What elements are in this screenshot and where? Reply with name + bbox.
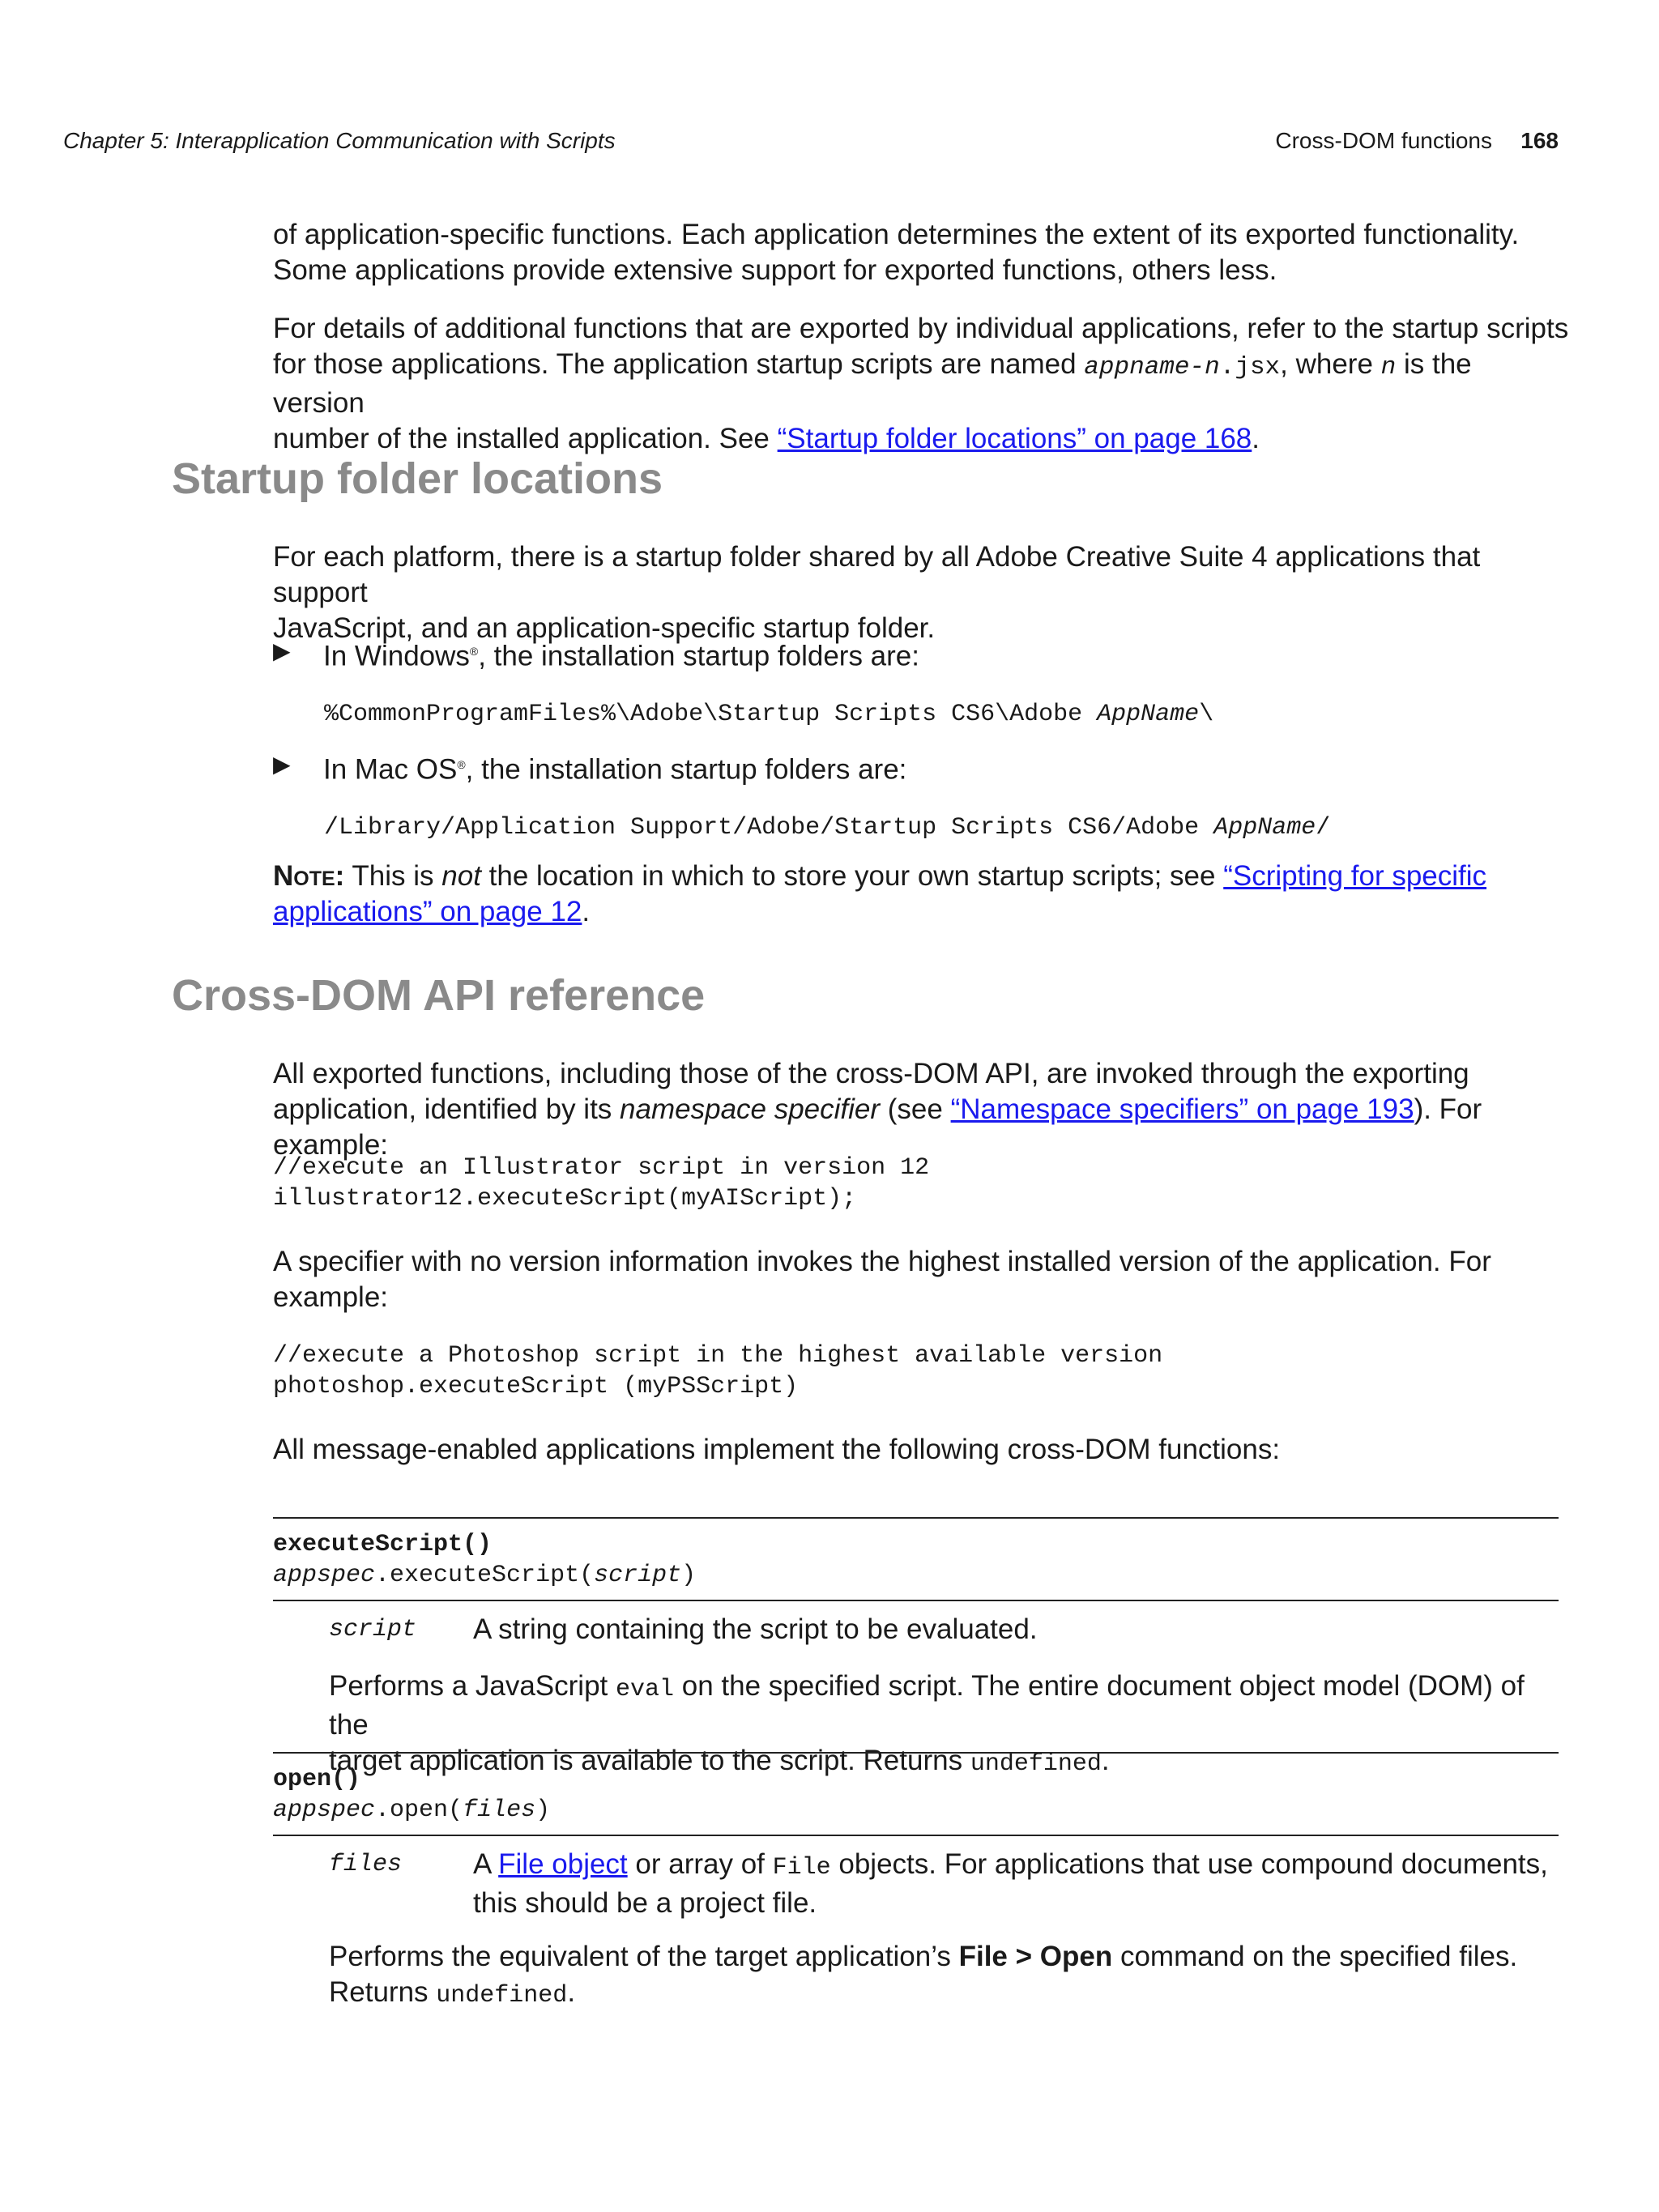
text-run: objects. For applications that use compound documents, [830,1848,1548,1880]
menu-command: File > Open [958,1941,1113,1972]
intro-paragraph-2 [273,311,1569,457]
text-run: application, identified by its [273,1093,621,1125]
text-run: Performs a JavaScript [329,1670,616,1702]
emphasis: namespace specifier [620,1093,881,1125]
text-run: . [1101,1745,1110,1776]
param-files-description [473,1847,1559,1921]
text-line [329,1939,1560,1975]
appname-placeholder: AppName [1213,814,1316,842]
text-line: For each platform, there is a startup folder shared by all Adobe Creative Suite 4 applications that support [273,541,1481,608]
sig-appspec: appspec [273,1562,376,1589]
text-line [329,1743,1560,1782]
text-run: , the installation startup folders are: [478,640,919,672]
note-paragraph [273,859,1569,930]
text-run: . [1252,423,1260,454]
text-run: target application is available to the script. Returns [329,1745,970,1776]
emphasis: not [441,860,481,892]
text-line: this should be a project file. [473,1887,817,1919]
text-run: on the specified script. The entire document object model (DOM) of the [329,1670,1525,1741]
link-scripting-for-specific-applications-cont[interactable]: applications” on page 12 [273,896,582,927]
text-line: A specifier with no version information invokes the highest installed version of the application. For [273,1246,1491,1277]
text-run: Returns [329,1976,437,2008]
code-appname: appname-n [1084,353,1220,381]
text-line [273,421,1569,457]
code-example-1-line-1: //execute an Illustrator script in version 12 [273,1154,930,1182]
text-line [473,1847,1559,1886]
intro-paragraph-1 [273,217,1569,288]
text-run: the location in which to store your own startup scripts; see [480,860,1224,892]
text-run: . [582,896,591,927]
sig-param: files [463,1796,536,1824]
code-eval: eval [616,1676,675,1703]
mac-path [324,812,1330,844]
rule [273,1517,1559,1519]
text-run: , where [1280,348,1381,380]
crossdom-paragraph-3: All message-enabled applications implement the following cross-DOM functions: [273,1434,1281,1465]
sig-text: .open( [375,1796,463,1824]
sig-text: ) [681,1562,697,1589]
text-run: This is [344,860,442,892]
bullet-arrow-icon: ▶ [273,638,291,663]
code-file: File [772,1854,831,1882]
text-run: %CommonProgramFiles%\Adobe\Startup Scripts CS6\Adobe [324,701,1098,728]
text-line [329,1975,1560,2014]
text-run: , the installation startup folders are: [465,753,907,786]
rule [273,1835,1559,1836]
heading-cross-dom-api-reference: Cross-DOM API reference [172,971,706,1020]
text-line [273,859,1569,894]
rule [273,1600,1559,1601]
text-line [273,894,1569,930]
sig-param: script [594,1562,682,1589]
sig-appspec: appspec [273,1796,376,1824]
code-undefined: undefined [970,1750,1102,1778]
function-signature-open [273,1795,550,1826]
code-example-1-line-2: illustrator12.executeScript(myAIScript); [273,1185,857,1213]
text-run: number of the installed application. See [273,423,778,454]
text-line: All exported functions, including those of the cross-DOM API, are invoked through the exporting [273,1058,1469,1089]
code-undefined: undefined [436,1982,568,2010]
text-line: example: [273,1281,389,1313]
text-run: is the version [273,348,1472,419]
section-name: Cross-DOM functions [1275,128,1492,153]
text-run: In Mac OS [323,753,458,786]
crossdom-paragraph-1 [273,1056,1569,1163]
windows-path [324,698,1213,731]
text-line: of application-specific functions. Each application determines the extent of its exported functionality. [273,219,1520,250]
open-description [329,1939,1560,2014]
text-run: \ [1199,701,1214,728]
sig-text: ) [535,1796,551,1824]
param-script-description: A string containing the script to be evaluated. [473,1613,1038,1645]
chapter-title: Chapter 5: Interapplication Communication with Scripts [63,128,616,153]
link-startup-folder-locations[interactable]: “Startup folder locations” on page 168 [777,423,1252,454]
appname-placeholder: AppName [1097,701,1200,728]
rule [273,1752,1559,1754]
bullet-text [323,633,919,675]
text-line [273,347,1569,421]
text-line [329,1669,1560,1743]
startup-paragraph [273,539,1569,646]
text-run: command on the specified files. [1112,1941,1518,1972]
param-script: script [329,1616,417,1643]
link-namespace-specifiers[interactable]: “Namespace specifiers” on page 193 [950,1093,1414,1125]
text-line: JavaScript, and an application-specific startup folder. [273,612,936,644]
text-line: For details of additional functions that are exported by individual applications, refer to the startup scripts [273,313,1569,344]
running-header [63,128,1559,160]
code-example-2-line-2: photoshop.executeScript (myPSScript) [273,1373,799,1400]
executescript-description [329,1669,1560,1782]
text-run: or array of [627,1848,773,1880]
text-run: In Windows [323,640,470,672]
note-label: Note: [273,860,345,892]
code-example-2-line-1: //execute a Photoshop script in the highest available version [273,1342,1163,1370]
heading-startup-folder-locations: Startup folder locations [172,454,663,503]
page-number: 168 [1520,128,1559,153]
text-run: A [473,1848,499,1880]
function-signature-executescript [273,1560,696,1591]
code-n: n [1380,353,1397,381]
text-line: Some applications provide extensive support for exported functions, others less. [273,254,1277,286]
param-files: files [329,1851,403,1878]
text-run: ). For example: [273,1093,1482,1161]
text-run: / [1316,814,1331,842]
registered-mark: ® [469,645,479,658]
registered-mark: ® [457,758,466,771]
crossdom-paragraph-2 [273,1244,1569,1315]
function-name-open: open() [273,1766,361,1793]
text-run: for those applications. The application startup scripts are named [273,348,1085,380]
text-run: (see [880,1093,951,1125]
bullet-text [323,747,906,788]
link-scripting-for-specific-applications[interactable]: “Scripting for specific [1223,860,1487,892]
text-run: /Library/Application Support/Adobe/Startup Scripts CS6/Adobe [324,814,1214,842]
code-extension: .jsx [1219,353,1281,381]
text-run: . [567,1976,576,2008]
bullet-arrow-icon: ▶ [273,752,291,777]
sig-text: .executeScript( [375,1562,595,1589]
text-run: Performs the equivalent of the target application’s [329,1941,959,1972]
link-file-object[interactable]: File object [498,1848,628,1880]
function-name-executescript: executeScript() [273,1531,493,1558]
